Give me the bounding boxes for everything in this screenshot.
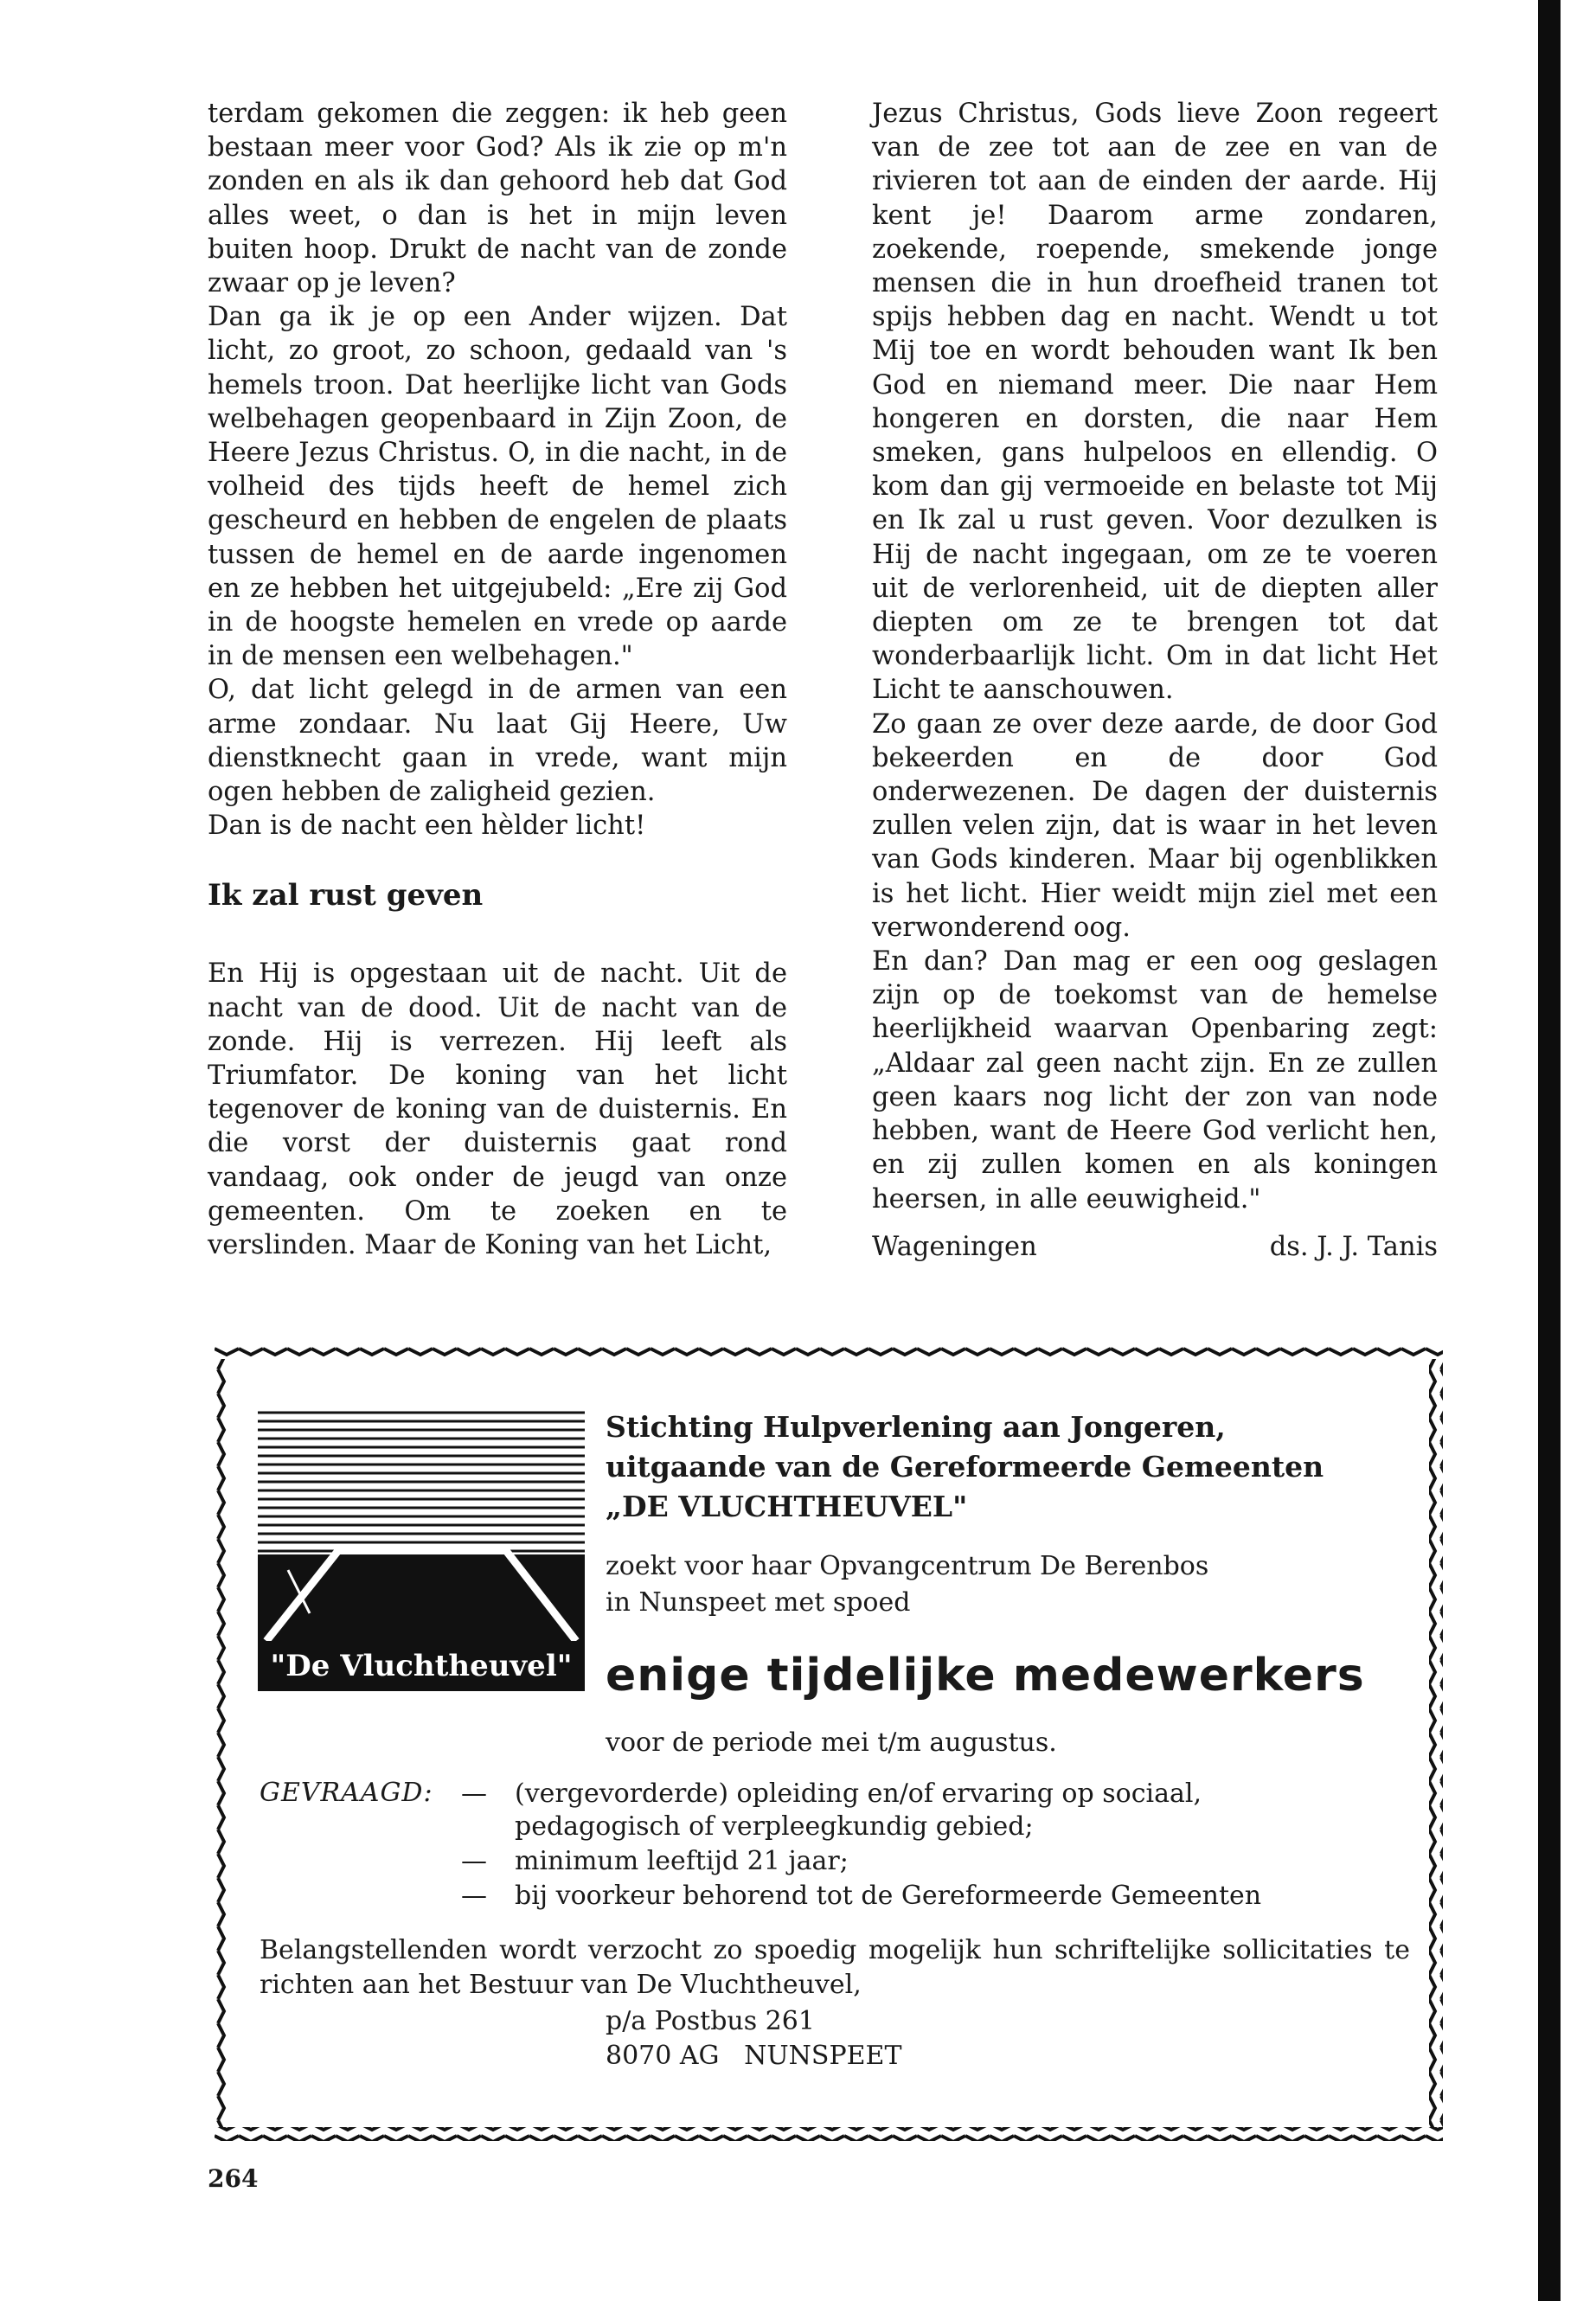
advert-address-2: 8070 AG NUNSPEET — [606, 2041, 902, 2071]
right-para-2: Zo gaan ze over deze aarde, de door God bekeerden en de door God onderwezenen. De dagen der duisternis zullen velen zijn, dat is waar in het leven van Gods kinderen. Maar bij ogenblikken is het licht. Hier weidt mijn ziel met een verwonderend oog. — [872, 708, 1438, 943]
left-para-1: terdam gekomen die zeggen: ik heb geen bestaan meer voor God? Als ik zie op m'n zonden en als ik dan gehoord heb dat God alles weet, o dan is het in mijn leven buiten hoop. Drukt de nacht van de zonde zwaar op je leven? — [208, 99, 787, 299]
advert-intro-1: zoekt voor haar Opvangcentrum De Berenbos — [606, 1551, 1209, 1581]
dash: — — [461, 1846, 487, 1876]
signature-line — [872, 1232, 1438, 1262]
advert-intro-2: in Nunspeet met spoed — [606, 1587, 911, 1618]
requirement-1 — [461, 1778, 1202, 1811]
advert-heading-line-2: uitgaande van de Gereformeerde Gemeenten — [606, 1450, 1324, 1484]
requirement-1-text: (vergevorderde) opleiding en/of ervaring op sociaal, — [515, 1779, 1202, 1809]
page-edge-bar — [1538, 0, 1561, 2301]
left-para-5: En Hij is opgestaan uit de nacht. Uit de nacht van de dood. Uit de nacht van de zonde. Hij is verrezen. Hij leeft als Triumfator. De koning van het licht tegenover de koning van de duisternis. En die vorst der duisternis gaat rond vandaag, ook onder de jeugd van onze gemeenten. Om te zoeken en te verslinden. Maar de Koning van het Licht, — [208, 958, 787, 1261]
requirement-1-text-2: pedagogisch of verpleegkundig gebied; — [515, 1811, 1034, 1842]
vluchtheuvel-logo — [258, 1406, 585, 1691]
advertisement — [215, 1345, 1443, 2141]
left-para-2: Dan ga ik je op een Ander wijzen. Dat licht, zo groot, zo schoon, gedaald van 's hemels troon. Dat heerlijke licht van Gods welbehagen geopenbaard in Zijn Zoon, de Heere Jezus Christus. O, in die nacht, in de volheid des tijds heeft de hemel zich gescheurd en hebben de engelen de plaats tussen de hemel en de aarde ingenomen en ze hebben het uitgejubeld: „Ere zij God in de hoogste hemelen en vrede op aarde in de mensen een welbehagen." — [208, 302, 787, 672]
section-heading: Ik zal rust geven — [208, 878, 484, 913]
signature-author: ds. J. J. Tanis — [1269, 1232, 1438, 1262]
advert-heading-line-1: Stichting Hulpverlening aan Jongeren, — [606, 1410, 1226, 1444]
right-column — [872, 97, 1438, 1216]
left-para-4: Dan is de nacht een hèlder licht! — [208, 811, 646, 842]
right-para-1: Jezus Christus, Gods lieve Zoon regeert van de zee tot aan de zee en van de rivieren tot aan de einden der aarde. Hij kent je! Daarom arme zondaren, zoekende, roepende, smekende jonge mensen die in hun droefheid tranen tot spijs hebben dag en nacht. Wendt u tot Mij toe en wordt behouden want Ik ben God en niemand meer. Die naar Hem hongeren en dorsten, die naar Hem smeken, gans hulpeloos en ellendig. O kom dan gij vermoeide en belaste tot Mij en Ik zal u rust geven. Voor dezulken is Hij de nacht ingegaan, om ze te voeren uit de verlorenheid, uit de diepten aller diepten om ze te brengen tot dat wonderbaarlijk licht. Om in dat licht Het Licht te aanschouwen. — [872, 99, 1438, 706]
requirement-2 — [461, 1845, 849, 1878]
advert-seek-title: enige tijdelijke medewerkers — [606, 1650, 1365, 1702]
signature-place: Wageningen — [872, 1232, 1037, 1262]
requirement-3 — [461, 1880, 1261, 1913]
right-para-3: En dan? Dan mag er een oog geslagen zijn op de toekomst van de hemelse heerlijkheid waarvan Openbaring zegt: „Aldaar zal geen nacht zijn. En ze zullen geen kaars nog licht der zon van node hebben, want de Heere God verlicht hen, en zij zullen komen en als koningen heersen, in alle eeuwigheid." — [872, 946, 1438, 1215]
requirement-3-text: bij voorkeur behorend tot de Gereformeerde Gemeenten — [515, 1881, 1262, 1911]
page-number: 264 — [208, 2164, 259, 2193]
left-column — [208, 97, 787, 1262]
dash: — — [461, 1881, 487, 1911]
requirement-1-continued — [461, 1811, 1034, 1843]
advert-period: voor de periode mei t/m augustus. — [606, 1727, 1057, 1758]
requirement-2-text: minimum leeftijd 21 jaar; — [515, 1846, 849, 1876]
requirements-label: GEVRAAGD: — [260, 1778, 433, 1808]
advert-application-text: Belangstellenden wordt verzocht zo spoedig mogelijk hun schriftelijke sollicitaties te richten aan het Bestuur van De Vluchtheuvel, — [260, 1935, 1410, 2000]
advert-heading-line-3: „DE VLUCHTHEUVEL" — [606, 1490, 968, 1523]
advert-heading — [606, 1407, 1436, 1527]
logo-label: "De Vluchtheuvel" — [270, 1649, 573, 1683]
advert-address-1: p/a Postbus 261 — [606, 2006, 815, 2036]
left-para-3: O, dat licht gelegd in de armen van een arme zondaar. Nu laat Gij Heere, Uw dienstknecht gaan in vrede, want mijn ogen hebben de zaligheid gezien. — [208, 675, 787, 808]
dash: — — [461, 1779, 487, 1809]
